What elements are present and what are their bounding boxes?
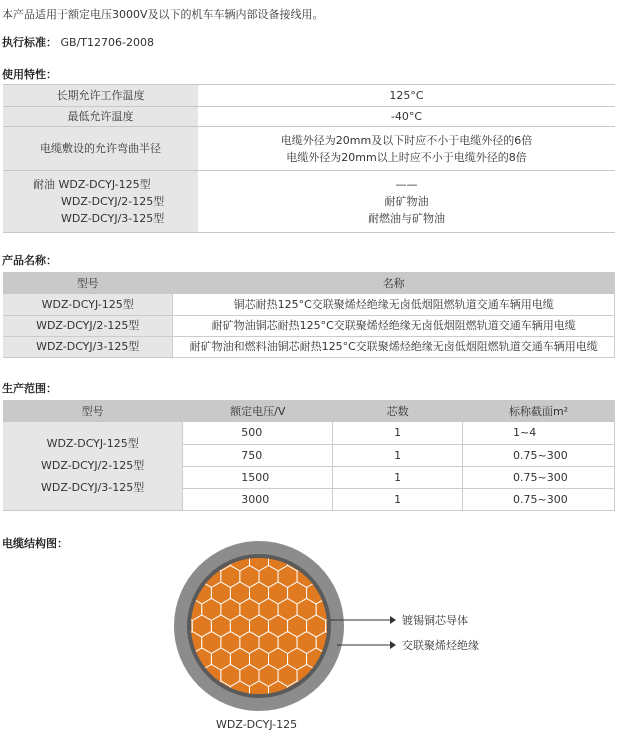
usage-label-line: 耐油 WDZ-DCYJ-125型 [33,178,151,191]
conductor-strand [192,582,211,604]
usage-value [198,171,615,233]
conductor-strand [278,632,297,654]
range-heading: 生产范围： [2,382,57,395]
names-model: WDZ-DCYJ-125型 [3,294,173,315]
names-heading: 产品名称： [2,254,57,267]
conductor-strand [211,582,230,604]
conductor-strand [288,615,307,637]
conductor-strand [221,566,240,588]
conductor-strand [288,681,307,703]
conductor-strand [288,582,307,604]
table-row [3,336,615,357]
conductor-strand [278,599,297,621]
conductor-strand [240,566,259,588]
conductor-strand [230,615,249,637]
conductor-strand [230,549,249,571]
conductor-strand [192,648,211,670]
range-model: WDZ-DCYJ/2-125型 [41,458,145,472]
conductor-strand [202,632,221,654]
arrow-right-icon [390,616,396,624]
conductor-strand [240,665,259,687]
usage-label-line: WDZ-DCYJ/2-125型 [61,195,165,208]
conductor-strand [250,582,269,604]
usage-heading: 使用特性： [2,68,57,81]
standard-line [2,34,154,50]
usage-value-line: 电缆外径为20mm以上时应不小于电缆外径的8倍 [286,150,527,164]
range-voltage: 3000 [183,488,333,510]
conductor-strand [230,648,249,670]
conductor-strand [173,615,192,637]
intro-text: 本产品适用于额定电压3000V及以下的机车车辆内部设备接线用。 [2,8,324,21]
conductor-strand [259,665,278,687]
usage-label-line: WDZ-DCYJ/3-125型 [61,212,165,225]
table-row [3,422,615,444]
conductor-strand [307,648,326,670]
names-header-row [3,272,615,294]
table-row [3,315,615,336]
usage-value-line: —— [395,178,418,191]
usage-label: 长期允许工作温度 [3,85,198,107]
conductor-strand [307,615,326,637]
range-col-model: 型号 [3,400,183,422]
range-cores: 1 [333,488,463,510]
conductor-strand [192,615,211,637]
arrow-right-icon [390,641,396,649]
names-model: WDZ-DCYJ/2-125型 [3,315,173,336]
label-insulation: 交联聚烯烃绝缘 [402,639,479,652]
range-section: 0.75~300 [463,488,615,510]
conductor-strand [259,599,278,621]
label-conductor: 镀锡铜芯导体 [402,614,468,627]
conductor-strand [259,566,278,588]
usage-label: 电缆敷设的允许弯曲半径 [3,127,198,171]
conductor-strand [288,648,307,670]
usage-table [3,84,615,233]
standard-label: 执行标准： [2,36,57,49]
conductor-strand [297,665,316,687]
conductor-strand [240,632,259,654]
usage-value-line: 耐矿物油 [384,195,429,208]
usage-label [3,171,198,233]
usage-row [3,127,615,171]
names-col-model: 型号 [3,272,173,294]
conductor-strand [221,632,240,654]
conductor-strand [278,566,297,588]
range-model: WDZ-DCYJ/3-125型 [41,480,145,494]
standard-value: GB/T12706-2008 [60,36,154,49]
usage-row [3,85,615,107]
structure-heading: 电缆结构图： [2,537,68,550]
conductor-strand [221,599,240,621]
conductor-strands [173,549,344,703]
range-cores: 1 [333,466,463,488]
range-cores: 1 [333,444,463,466]
conductor-strand [307,582,326,604]
conductor-strand [211,648,230,670]
names-name: 铜芯耐热125°C交联聚烯烃绝缘无卤低烟阻燃轨道交通车辆用电缆 [173,294,615,315]
conductor-strand [297,599,316,621]
range-col-voltage: 额定电压/V [183,400,333,422]
conductor-strand [269,648,288,670]
conductor-strand [230,681,249,703]
names-name: 耐矿物油和燃料油铜芯耐热125°C交联聚烯烃绝缘无卤低烟阻燃轨道交通车辆用电缆 [173,336,615,357]
conductor-strand [230,582,249,604]
conductor-strand [316,599,335,621]
range-voltage: 750 [183,444,333,466]
range-section: 0.75~300 [463,444,615,466]
names-table [3,272,615,358]
conductor-strand [250,648,269,670]
conductor-strand [297,632,316,654]
conductor-strand [250,681,269,703]
conductor-strand [211,615,230,637]
range-col-cores: 芯数 [333,400,463,422]
conductor-strand [269,681,288,703]
conductor-strand [211,549,230,571]
range-cores: 1 [333,422,463,444]
conductor-strand [316,632,335,654]
usage-row [3,107,615,127]
usage-value-line: 耐燃油与矿物油 [368,212,445,225]
conductor-strand [202,599,221,621]
usage-value: -40°C [198,107,615,127]
range-section: 0.75~300 [463,466,615,488]
range-models [3,422,183,510]
range-table [3,400,615,511]
cable-insulation-ring [187,554,331,698]
conductor-strand [221,665,240,687]
conductor-strand [297,566,316,588]
names-col-name: 名称 [173,272,615,294]
conductor-strand [202,665,221,687]
range-voltage: 1500 [183,466,333,488]
cable-sheath [174,541,344,711]
conductor-strand [269,582,288,604]
table-row [3,294,615,315]
conductor-strand [269,615,288,637]
conductor-strand [288,549,307,571]
range-header-row [3,400,615,422]
conductor-strand [269,549,288,571]
usage-value: 125°C [198,85,615,107]
conductor-strand [250,615,269,637]
names-name: 耐矿物油铜芯耐热125°C交联聚烯烃绝缘无卤低烟阻燃轨道交通车辆用电缆 [173,315,615,336]
cable-conductor [191,558,327,694]
names-model: WDZ-DCYJ/3-125型 [3,336,173,357]
conductor-strand [278,665,297,687]
conductor-strand [250,549,269,571]
conductor-strand [259,632,278,654]
range-model: WDZ-DCYJ-125型 [46,436,139,450]
usage-row [3,171,615,233]
usage-label: 最低允许温度 [3,107,198,127]
conductor-strand [183,632,202,654]
range-voltage: 500 [183,422,333,444]
conductor-strand [183,599,202,621]
conductor-strand [240,599,259,621]
conductor-strand [211,681,230,703]
cable-caption: WDZ-DCYJ-125 [216,718,298,731]
conductor-strand [326,615,345,637]
usage-value-line: 电缆外径为20mm及以下时应不小于电缆外径的6倍 [280,133,533,147]
range-col-section: 标称截面m² [463,400,615,422]
range-section: 1~4 [463,422,615,444]
conductor-strand [202,566,221,588]
usage-value [198,127,615,171]
